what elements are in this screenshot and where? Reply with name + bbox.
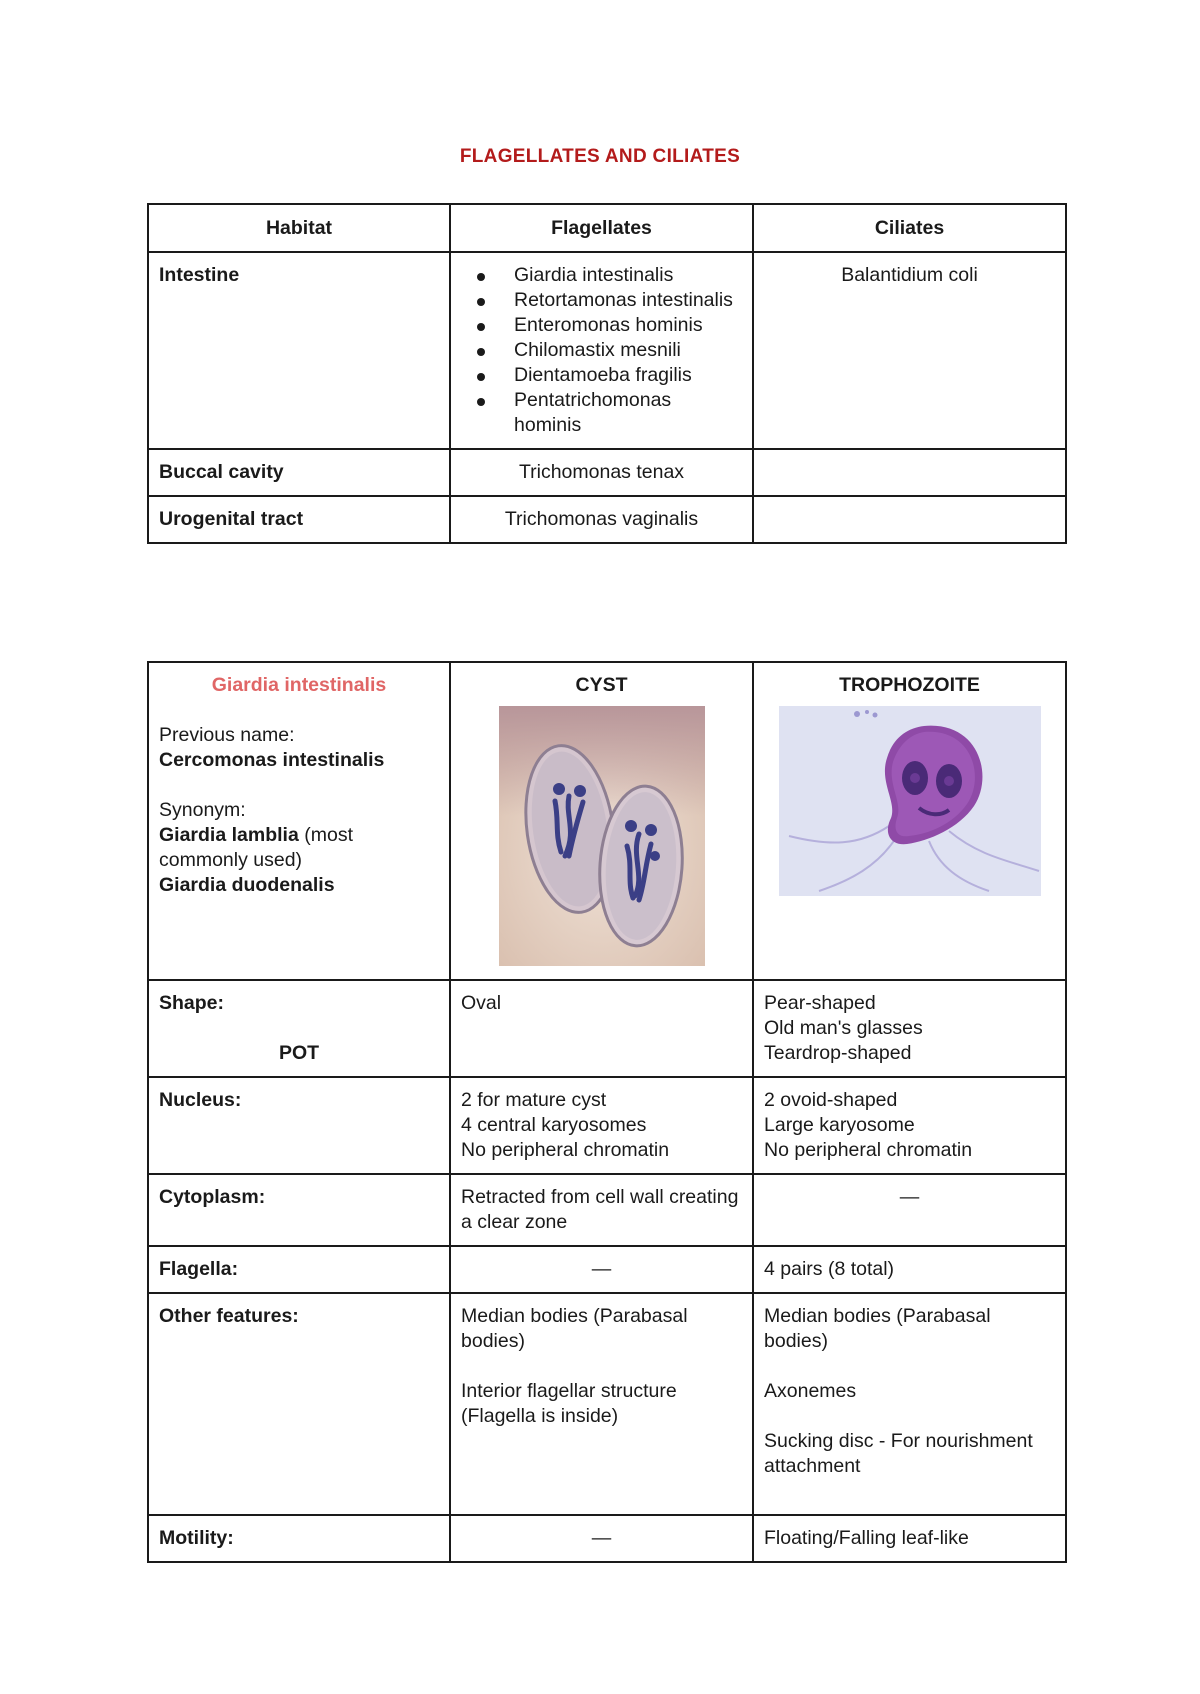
habitat-intestine: Intestine	[148, 252, 450, 449]
header-ciliates: Ciliates	[753, 204, 1066, 252]
habitat-table	[147, 203, 1067, 544]
intestine-ciliates: Balantidium coli	[753, 252, 1066, 449]
nucleus-cyst	[450, 1077, 753, 1174]
synonym-1-note: (most commonly used)	[159, 824, 353, 871]
list-item: Enteromonas hominis	[514, 313, 742, 338]
table-row	[148, 1246, 1066, 1293]
header-row	[148, 204, 1066, 252]
flagella-troph: 4 pairs (8 total)	[753, 1246, 1066, 1293]
shape-troph-line: Teardrop-shaped	[764, 1042, 912, 1064]
shape-troph	[753, 980, 1066, 1077]
other-cyst-1: Median bodies (Parabasal bodies)	[461, 1305, 688, 1352]
cytoplasm-cyst: Retracted from cell wall creating a clear zone	[450, 1174, 753, 1246]
trophozoite-cell	[753, 662, 1066, 980]
list-item: Pentatrichomonas hominis	[514, 388, 742, 438]
trophozoite-micrograph	[779, 706, 1041, 896]
page-title: FLAGELLATES AND CILIATES	[459, 146, 741, 167]
other-label: Other features:	[148, 1293, 450, 1515]
shape-label-cell	[148, 980, 450, 1077]
giardia-name: Giardia intestinalis	[211, 674, 387, 696]
header-flagellates: Flagellates	[450, 204, 753, 252]
list-item: Retortamonas intestinalis	[514, 288, 742, 313]
other-troph	[753, 1293, 1066, 1515]
shape-troph-line: Pear-shaped	[764, 992, 876, 1014]
table-row	[148, 1515, 1066, 1562]
shape-cyst	[450, 980, 753, 1077]
motility-troph: Floating/Falling leaf-like	[753, 1515, 1066, 1562]
flagellate-list	[461, 263, 742, 438]
table-row	[148, 252, 1066, 449]
shape-troph-line: Old man's glasses	[764, 1017, 923, 1039]
habitat-buccal: Buccal cavity	[148, 449, 450, 496]
synonym-label: Synonym:	[159, 799, 246, 821]
urogenital-flagellates: Trichomonas vaginalis	[450, 496, 753, 543]
table-row	[148, 449, 1066, 496]
buccal-ciliates	[753, 449, 1066, 496]
buccal-flagellates: Trichomonas tenax	[450, 449, 753, 496]
other-cyst-2: Interior flagellar structure (Flagella is inside)	[461, 1380, 677, 1427]
shape-sublabel: POT	[278, 1042, 320, 1064]
nucleus-cyst-line: 2 for mature cyst	[461, 1089, 607, 1111]
other-cyst	[450, 1293, 753, 1515]
table-row	[148, 662, 1066, 980]
list-item: Chilomastix mesnili	[514, 338, 742, 363]
cyst-cell	[450, 662, 753, 980]
shape-cyst-line: Oval	[461, 992, 502, 1014]
nucleus-troph-line: 2 ovoid-shaped	[764, 1089, 898, 1111]
cytoplasm-label: Cytoplasm:	[148, 1174, 450, 1246]
flagella-label: Flagella:	[148, 1246, 450, 1293]
table-row	[148, 1293, 1066, 1515]
urogenital-ciliates	[753, 496, 1066, 543]
nucleus-troph-line: Large karyosome	[764, 1114, 915, 1136]
nucleus-cyst-line: 4 central karyosomes	[461, 1114, 647, 1136]
nucleus-troph	[753, 1077, 1066, 1174]
motility-label: Motility:	[148, 1515, 450, 1562]
table-row	[148, 496, 1066, 543]
giardia-table	[147, 661, 1067, 1563]
intestine-flagellates	[450, 252, 753, 449]
shape-label: Shape:	[159, 992, 225, 1014]
nucleus-troph-line: No peripheral chromatin	[764, 1139, 973, 1161]
nucleus-label: Nucleus:	[148, 1077, 450, 1174]
flagella-cyst: —	[450, 1246, 753, 1293]
table-row	[148, 1174, 1066, 1246]
trophozoite-header: TROPHOZOITE	[839, 674, 980, 696]
cyst-micrograph	[499, 706, 705, 966]
nucleus-cyst-line: No peripheral chromatin	[461, 1139, 670, 1161]
header-habitat: Habitat	[148, 204, 450, 252]
synonym-1: Giardia lamblia	[159, 824, 299, 846]
synonym-2: Giardia duodenalis	[159, 874, 335, 896]
other-troph-3: Sucking disc - For nourishment attachment	[764, 1430, 1033, 1477]
habitat-urogenital: Urogenital tract	[148, 496, 450, 543]
list-item: Dientamoeba fragilis	[514, 363, 742, 388]
giardia-names-cell	[148, 662, 450, 980]
synonym-1-line	[159, 823, 439, 873]
cyst-header: CYST	[575, 674, 628, 696]
list-item: Giardia intestinalis	[514, 263, 742, 288]
other-troph-2: Axonemes	[764, 1380, 857, 1402]
previous-name: Cercomonas intestinalis	[159, 749, 385, 771]
table-row	[148, 1077, 1066, 1174]
cytoplasm-troph: —	[753, 1174, 1066, 1246]
previous-name-label: Previous name:	[159, 724, 295, 746]
table-row	[148, 980, 1066, 1077]
motility-cyst: —	[450, 1515, 753, 1562]
other-troph-1: Median bodies (Parabasal bodies)	[764, 1305, 991, 1352]
